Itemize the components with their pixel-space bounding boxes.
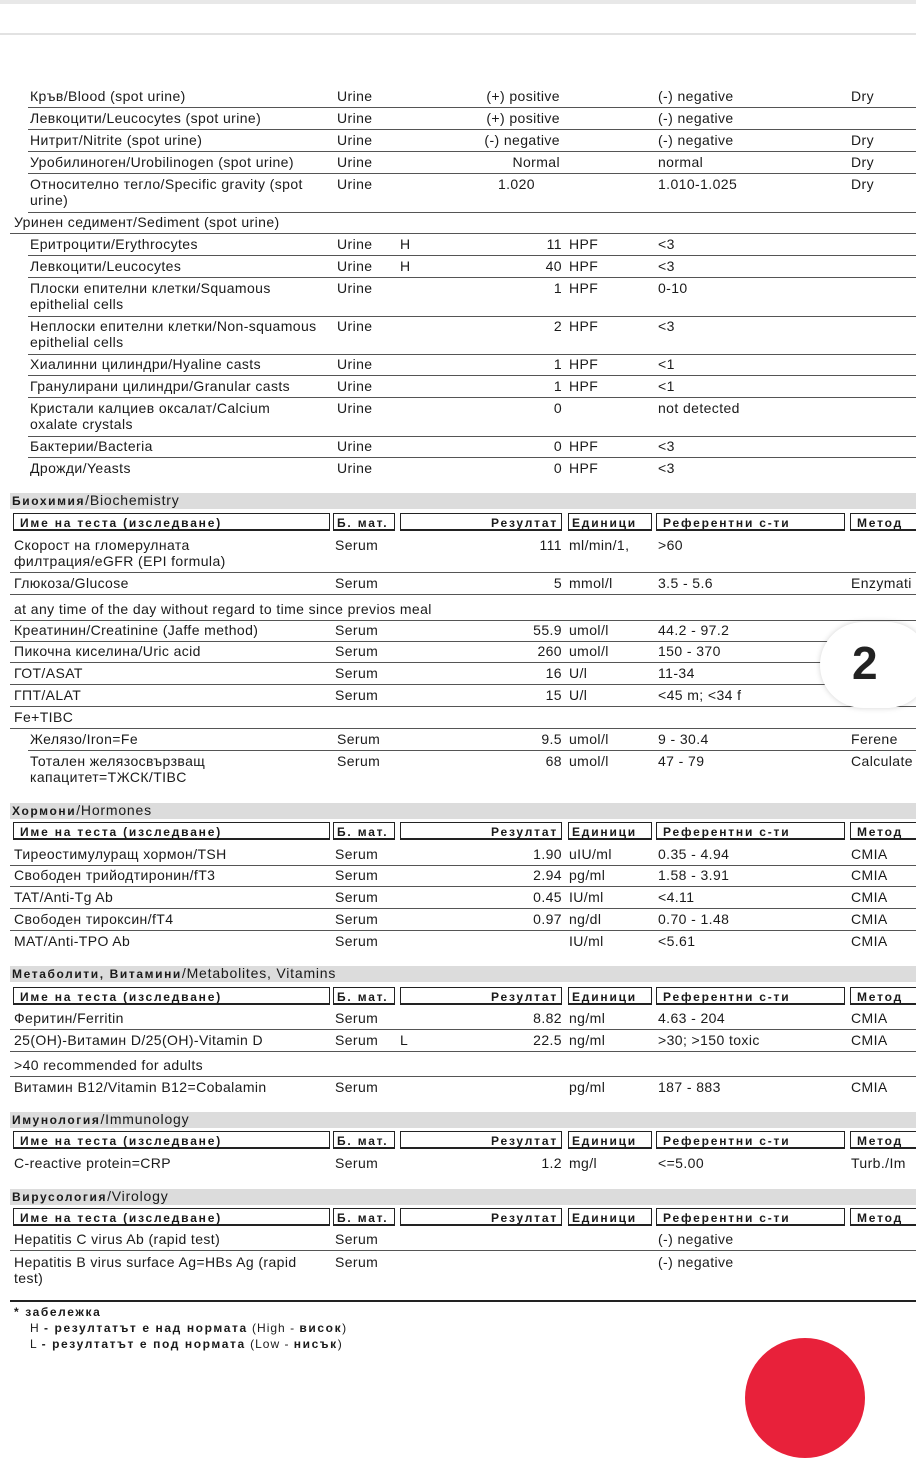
section-title-en: /Immunology <box>100 1111 190 1127</box>
material: Serum <box>335 1010 379 1026</box>
fe-group-label: Fe+TIBC <box>14 709 74 725</box>
header-method: Метод <box>850 987 916 1005</box>
section-title-bg: Метаболити, Витамини <box>12 967 182 981</box>
row-divider <box>28 316 916 317</box>
units: ng/dl <box>569 911 602 927</box>
header-result: Резултат <box>400 822 562 840</box>
row-divider <box>28 750 916 751</box>
header-reference: Референтни с-ти <box>656 987 845 1005</box>
flag: L <box>400 1032 409 1048</box>
test-name: Креатинин/Creatinine (Jaffe method) <box>14 622 259 638</box>
material: Serum <box>335 867 379 883</box>
test-name: Глюкоза/Glucose <box>14 575 129 591</box>
row-divider <box>10 572 916 573</box>
footnote-line-l <box>30 1337 343 1351</box>
test-name: Нитрит/Nitrite (spot urine) <box>30 132 203 148</box>
method: CMIA <box>851 889 888 905</box>
header-method: Метод <box>850 1131 916 1149</box>
reference-range: (-) negative <box>658 1231 734 1247</box>
test-name: MAT/Anti-TPO Ab <box>14 933 131 949</box>
reference-range: <1 <box>658 378 675 394</box>
result: 2.94 <box>533 867 562 883</box>
footnote-flag: H <box>30 1321 40 1335</box>
result: 8.82 <box>533 1010 562 1026</box>
result: 68 <box>545 753 562 769</box>
result: 11 <box>546 236 562 252</box>
footnote-title-text: * забележка <box>14 1305 102 1319</box>
test-name: Свободен трийодтиронин/fT3 <box>14 867 216 883</box>
material: Serum <box>337 731 381 747</box>
section-title <box>12 492 180 508</box>
units: HPF <box>569 460 599 476</box>
test-name: ГПТ/ALAT <box>14 687 82 703</box>
reference-range: (-) negative <box>658 88 734 104</box>
reference-range: 150 - 370 <box>658 643 721 659</box>
reference-range: <45 m; <34 f <box>658 687 742 703</box>
row-divider <box>10 1029 916 1030</box>
test-name: Пикочна киселина/Uric acid <box>14 643 201 659</box>
reference-range: <5.61 <box>658 933 696 949</box>
row-divider <box>28 375 916 376</box>
result: 0.97 <box>533 911 562 927</box>
reference-range: <1 <box>658 356 675 372</box>
result: 260 <box>537 643 562 659</box>
footnote-bold: - резултатът е над нормата <box>44 1321 248 1335</box>
flag: H <box>400 258 411 274</box>
units: umol/l <box>569 753 609 769</box>
row-divider <box>10 233 916 234</box>
units: U/l <box>569 665 588 681</box>
reference-range: 1.58 - 3.91 <box>658 867 730 883</box>
material: Serum <box>335 1155 379 1171</box>
result: 9.5 <box>541 731 562 747</box>
method: Enzymati <box>851 575 912 591</box>
material: Urine <box>337 280 373 296</box>
units: uIU/ml <box>569 846 612 862</box>
result: 40 <box>545 258 562 274</box>
header-material: Б. мат. <box>333 987 395 1005</box>
row-divider <box>10 706 916 707</box>
test-name: Hepatitis B virus surface Ag=HBs Ag (rapid test) <box>14 1254 297 1286</box>
header-test-name: Име на теста (изследване) <box>13 987 330 1005</box>
units: HPF <box>569 258 599 274</box>
reference-range: 47 - 79 <box>658 753 705 769</box>
header-result: Резултат <box>400 1208 562 1226</box>
result: 16 <box>545 665 562 681</box>
row-divider <box>10 908 916 909</box>
result: 1.2 <box>541 1155 562 1171</box>
row-divider <box>28 107 916 108</box>
material: Urine <box>337 176 373 192</box>
reference-range: >60 <box>658 537 683 553</box>
units: IU/ml <box>569 889 604 905</box>
row-divider <box>28 277 916 278</box>
method: Dry <box>851 154 874 170</box>
units: umol/l <box>569 731 609 747</box>
reference-range: 0.70 - 1.48 <box>658 911 730 927</box>
section-title <box>12 965 336 981</box>
units: pg/ml <box>569 1079 606 1095</box>
footnote-title <box>14 1305 101 1319</box>
header-result: Резултат <box>400 513 562 531</box>
page-number: 2 <box>852 637 878 689</box>
result: 1 <box>553 280 562 296</box>
biochem-note: at any time of the day without regard to time since previos meal <box>14 601 432 617</box>
footnote-close: ) <box>337 1337 343 1351</box>
header-units: Единици <box>568 513 652 531</box>
footnote-rest: (Low - <box>245 1337 294 1351</box>
reference-range: 11-34 <box>658 665 695 681</box>
section-title-en: /Metabolites, Vitamins <box>181 965 337 981</box>
method: Ferene <box>851 731 898 747</box>
row-divider <box>28 354 916 355</box>
test-name: Гранулирани цилиндри/Granular casts <box>30 378 291 394</box>
header-material: Б. мат. <box>333 513 395 531</box>
units: HPF <box>569 280 599 296</box>
method: CMIA <box>851 1032 888 1048</box>
row-divider <box>28 255 916 256</box>
section-title <box>12 1188 169 1204</box>
header-test-name: Име на теста (изследване) <box>13 513 330 531</box>
test-name: C-reactive protein=CRP <box>14 1155 172 1171</box>
row-divider <box>10 662 916 663</box>
units: mg/l <box>569 1155 598 1171</box>
result: 22.5 <box>533 1032 562 1048</box>
row-divider <box>10 684 916 685</box>
row-divider <box>28 129 916 130</box>
result: 2 <box>553 318 562 334</box>
units: umol/l <box>569 622 609 638</box>
reference-range: <3 <box>658 236 675 252</box>
reference-range: normal <box>658 154 704 170</box>
header-test-name: Име на теста (изследване) <box>13 1131 330 1149</box>
material: Serum <box>335 1231 379 1247</box>
test-name: Еритроцити/Erythrocytes <box>30 236 198 252</box>
reference-range: (-) negative <box>658 132 734 148</box>
result: (-) negative <box>484 132 560 148</box>
header-method: Метод <box>850 1208 916 1226</box>
reference-range: (-) negative <box>658 110 734 126</box>
table-header <box>0 987 916 1007</box>
material: Serum <box>337 753 381 769</box>
material: Serum <box>335 575 379 591</box>
material: Urine <box>337 110 373 126</box>
header-test-name: Име на теста (изследване) <box>13 1208 330 1226</box>
result: 0 <box>553 438 562 454</box>
test-name: Феритин/Ferritin <box>14 1010 124 1026</box>
units: ml/min/1, <box>569 537 630 553</box>
result: 1.90 <box>533 846 562 862</box>
test-name: Бактерии/Bacteria <box>30 438 153 454</box>
header-units: Единици <box>568 987 652 1005</box>
test-name: Левкоцити/Leucocytes (spot urine) <box>30 110 262 126</box>
test-name: Тиреостимулуращ хормон/TSH <box>14 846 227 862</box>
test-name: Хиалинни цилиндри/Hyaline casts <box>30 356 261 372</box>
material: Serum <box>335 622 379 638</box>
units: HPF <box>569 356 599 372</box>
material: Serum <box>335 537 379 553</box>
result: 55.9 <box>533 622 562 638</box>
header-units: Единици <box>568 1208 652 1226</box>
metabolites-note: >40 recommended for adults <box>14 1057 204 1073</box>
units: HPF <box>569 236 599 252</box>
method: Dry <box>851 132 874 148</box>
material: Serum <box>335 687 379 703</box>
footnote-line-h <box>30 1321 347 1335</box>
test-name: Плоски епителни клетки/Squamous epithelial cells <box>30 280 271 312</box>
method: Calculate <box>851 753 913 769</box>
header-material: Б. мат. <box>333 1131 395 1149</box>
section-title-bg: Хормони <box>12 804 77 818</box>
reference-range: <3 <box>658 318 675 334</box>
units: mmol/l <box>569 575 613 591</box>
footnote-flag: L <box>30 1337 38 1351</box>
material: Serum <box>335 911 379 927</box>
units: umol/l <box>569 643 609 659</box>
header-reference: Референтни с-ти <box>656 513 845 531</box>
section-title-en: /Biochemistry <box>85 492 180 508</box>
top-divider <box>0 33 916 35</box>
row-divider <box>10 641 916 642</box>
reference-range: <3 <box>658 258 675 274</box>
method: CMIA <box>851 1079 888 1095</box>
table-header <box>0 513 916 533</box>
method: Turb./Im <box>851 1155 906 1171</box>
reference-range: <4.11 <box>658 889 695 905</box>
material: Urine <box>337 236 373 252</box>
units: HPF <box>569 378 599 394</box>
header-material: Б. мат. <box>333 822 395 840</box>
table-header <box>0 1208 916 1228</box>
material: Urine <box>337 438 373 454</box>
reference-range: 0.35 - 4.94 <box>658 846 730 862</box>
test-name: Кристали калциев оксалат/Calcium oxalate crystals <box>30 400 271 432</box>
footer-divider <box>10 1300 916 1302</box>
material: Serum <box>335 643 379 659</box>
header-reference: Референтни с-ти <box>656 1208 845 1226</box>
row-divider <box>10 1076 916 1077</box>
units: U/l <box>569 687 588 703</box>
table-header <box>0 1131 916 1151</box>
header-method: Метод <box>850 822 916 840</box>
test-name: Витамин B12/Vitamin B12=Cobalamin <box>14 1079 267 1095</box>
reference-range: <=5.00 <box>658 1155 704 1171</box>
units: HPF <box>569 318 599 334</box>
material: Serum <box>335 846 379 862</box>
section-title <box>12 1111 189 1127</box>
material: Serum <box>335 1032 379 1048</box>
units: ng/ml <box>569 1010 606 1026</box>
test-name: Скорост на гломерулната филтрация/eGFR (EPI formula) <box>14 537 226 569</box>
page-number-badge[interactable] <box>820 622 916 708</box>
test-name: ГОТ/ASAT <box>14 665 83 681</box>
material: Serum <box>335 1079 379 1095</box>
top-bar <box>0 0 916 4</box>
row-divider <box>10 930 916 931</box>
row-divider <box>10 728 916 729</box>
result: 0 <box>553 460 562 476</box>
test-name: Левкоцити/Leucocytes <box>30 258 182 274</box>
reference-range: <3 <box>658 438 675 454</box>
section-title-en: /Virology <box>107 1188 169 1204</box>
reference-range: <3 <box>658 460 675 476</box>
row-divider <box>10 594 916 595</box>
row-divider <box>28 397 916 398</box>
material: Serum <box>335 889 379 905</box>
row-divider <box>28 457 916 458</box>
test-name: Уробилиноген/Urobilinogen (spot urine) <box>30 154 294 170</box>
units: IU/ml <box>569 933 604 949</box>
result: Normal <box>512 154 560 170</box>
footnote-rest: (High - <box>247 1321 300 1335</box>
material: Urine <box>337 400 373 416</box>
material: Urine <box>337 258 373 274</box>
test-name: TAT/Anti-Tg Ab <box>14 889 114 905</box>
result: 0.45 <box>533 889 562 905</box>
section-title-bg: Биохимия <box>12 494 86 508</box>
row-divider <box>28 212 916 213</box>
method: CMIA <box>851 1010 888 1026</box>
header-reference: Референтни с-ти <box>656 822 845 840</box>
reference-range: 9 - 30.4 <box>658 731 709 747</box>
test-name: Неплоски епителни клетки/Non-squamous epithelial cells <box>30 318 317 350</box>
row-divider <box>10 1250 916 1251</box>
result: 1 <box>553 356 562 372</box>
reference-range: not detected <box>658 400 740 416</box>
section-title <box>12 802 152 818</box>
material: Urine <box>337 460 373 476</box>
row-divider <box>28 436 916 437</box>
result: 5 <box>553 575 562 591</box>
row-divider <box>28 151 916 152</box>
material: Serum <box>335 933 379 949</box>
test-name: Hepatitis C virus Ab (rapid test) <box>14 1231 221 1247</box>
test-name: Дрожди/Yeasts <box>30 460 131 476</box>
method: CMIA <box>851 846 888 862</box>
result: 15 <box>545 687 562 703</box>
row-divider <box>10 1051 916 1052</box>
method: Dry <box>851 88 874 104</box>
red-circle-button[interactable] <box>745 1338 865 1458</box>
test-name: Относително тегло/Specific gravity (spot urine) <box>30 176 303 208</box>
reference-range: (-) negative <box>658 1254 734 1270</box>
material: Urine <box>337 318 373 334</box>
row-divider <box>10 620 916 621</box>
method: CMIA <box>851 933 888 949</box>
header-units: Единици <box>568 1131 652 1149</box>
header-result: Резултат <box>400 1131 562 1149</box>
row-divider <box>10 886 916 887</box>
test-name: 25(OH)-Витамин D/25(OH)-Vitamin D <box>14 1032 264 1048</box>
reference-range: 4.63 - 204 <box>658 1010 726 1026</box>
result: 0 <box>553 400 562 416</box>
material: Urine <box>337 88 373 104</box>
sediment-section-title: Уринен седимент/Sediment (spot urine) <box>14 214 280 230</box>
reference-range: 3.5 - 5.6 <box>658 575 713 591</box>
reference-range: 44.2 - 97.2 <box>658 622 730 638</box>
section-title-en: /Hormones <box>76 802 152 818</box>
header-units: Единици <box>568 822 652 840</box>
reference-range: 1.010-1.025 <box>658 176 738 192</box>
header-test-name: Име на теста (изследване) <box>13 822 330 840</box>
material: Urine <box>337 154 373 170</box>
method: Dry <box>851 176 874 192</box>
test-name: Тотален желязосвързващ капацитет=ТЖСК/TIBC <box>30 753 206 785</box>
section-title-bg: Имунология <box>12 1113 101 1127</box>
test-name: Свободен тироксин/fT4 <box>14 911 174 927</box>
header-reference: Референтни с-ти <box>656 1131 845 1149</box>
header-material: Б. мат. <box>333 1208 395 1226</box>
units: ng/ml <box>569 1032 606 1048</box>
reference-range: 0-10 <box>658 280 688 296</box>
material: Urine <box>337 356 373 372</box>
flag: H <box>400 236 411 252</box>
reference-range: >30; >150 toxic <box>658 1032 760 1048</box>
result: (+) positive <box>486 110 560 126</box>
material: Urine <box>337 378 373 394</box>
reference-range: 187 - 883 <box>658 1079 721 1095</box>
units: pg/ml <box>569 867 606 883</box>
table-header <box>0 822 916 842</box>
material: Serum <box>335 1254 379 1270</box>
method: CMIA <box>851 911 888 927</box>
units: HPF <box>569 438 599 454</box>
result: 111 <box>539 537 562 553</box>
result: (+) positive <box>486 88 560 104</box>
header-result: Резултат <box>400 987 562 1005</box>
row-divider <box>28 173 916 174</box>
material: Urine <box>337 132 373 148</box>
footnote-word: висок <box>299 1321 343 1335</box>
row-divider <box>10 865 916 866</box>
footnote-bold: - резултатът е под нормата <box>41 1337 246 1351</box>
test-name: Кръв/Blood (spot urine) <box>30 88 186 104</box>
method: CMIA <box>851 867 888 883</box>
result: 1.020 <box>497 176 535 192</box>
section-title-bg: Вирусология <box>12 1190 108 1204</box>
result: 1 <box>553 378 562 394</box>
test-name: Желязо/Iron=Fe <box>30 731 139 747</box>
footnote-close: ) <box>342 1321 348 1335</box>
header-method: Метод <box>850 513 916 531</box>
footnote-word: нисък <box>293 1337 338 1351</box>
material: Serum <box>335 665 379 681</box>
